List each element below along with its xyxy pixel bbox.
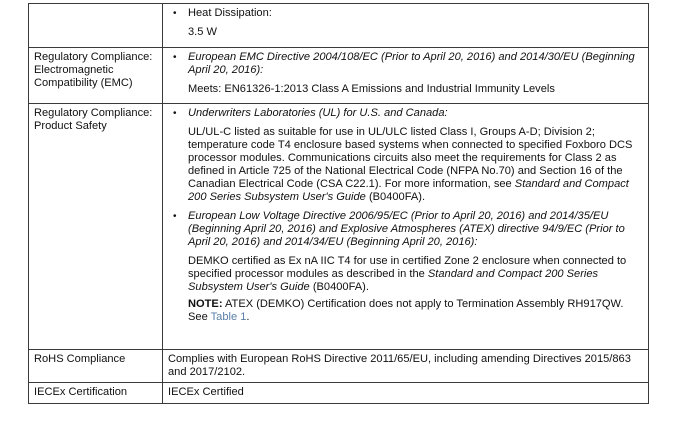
note-tail: . [246, 311, 250, 323]
demko-description [168, 255, 642, 294]
heat-dissipation-value: 3.5 W [188, 26, 217, 38]
bullet-icon: • [173, 108, 177, 119]
bullet-item [168, 7, 642, 20]
demko-guide-code: (B0400FA). [309, 281, 369, 293]
bullet-icon: • [173, 211, 177, 222]
emc-directive-title: European EMC Directive 2004/108/EC (Prior to April 20, 2016) and 2014/30/EU (Beginning April 20, 2016): [188, 51, 635, 76]
ul-guide-reference: Standard and Compact 200 Series Subsystem User's Guide [188, 178, 629, 203]
ul-guide-code: (B0400FA). [365, 191, 426, 203]
bullet-item [168, 107, 642, 120]
table-row [29, 104, 649, 350]
bullet-icon: • [173, 52, 177, 63]
demko-text: DEMKO certified as Ex nA IIC T4 for use in certified Zone 2 enclosure when connected to specified processor modules as described in the [188, 255, 627, 280]
bullet-item [168, 51, 642, 77]
low-voltage-title: European Low Voltage Directive 2006/95/EC (Prior to April 20, 2016) and 2014/35/EU (Beginning April 20, 2016) and Explosive Atmospheres (ATEX) directive 94/9/EC (Prior to April 20, 2016) and 2014/34/EU (Beginning April 20, 2016): [188, 210, 625, 248]
row-label-product-safety: Regulatory Compliance: Product Safety [29, 104, 163, 350]
row-label [29, 4, 163, 48]
ul-description [168, 126, 642, 204]
table-row [29, 350, 649, 383]
row-label-rohs: RoHS Compliance [29, 350, 163, 383]
table-1-link[interactable]: Table 1 [210, 311, 247, 323]
row-value-product-safety [163, 104, 649, 350]
note-text: ATEX (DEMKO) Certification does not apply to Termination Assembly RH917QW. See [188, 298, 624, 323]
ul-title: Underwriters Laboratories (UL) for U.S. and Canada: [188, 107, 448, 119]
ul-text: UL/UL-C listed as suitable for use in UL/ULC listed Class I, Groups A-D; Division 2; temperature code T4 enclosure based systems when connected to specified Foxboro DCS processor modules. Communications circuits also meet the requirements for Class 2 as defined in Article 725 of the National Electrical Code (NFPA No.70) and Section 16 of the Canadian Electrical Code (CSA C22.1). For more information, see [188, 126, 633, 190]
bullet-icon: • [173, 8, 177, 19]
note-label: NOTE: [188, 298, 223, 310]
bullet-item [168, 210, 642, 249]
demko-guide-reference: Standard and Compact 200 Series Subsystem User's Guide [188, 268, 599, 293]
note [168, 298, 642, 324]
row-label-emc: Regulatory Compliance: Electromagnetic Compatibility (EMC) [29, 48, 163, 104]
heat-dissipation-title: Heat Dissipation: [188, 7, 272, 19]
table-row [29, 48, 649, 104]
emc-directive-value: Meets: EN61326-1:2013 Class A Emissions and Industrial Immunity Levels [188, 83, 555, 95]
table-row [29, 383, 649, 404]
table-row [29, 4, 649, 48]
row-value-iecex: IECEx Certified [163, 383, 649, 404]
row-value-rohs: Complies with European RoHS Directive 2011/65/EU, including amending Directives 2015/863 and 2017/2102. [163, 350, 649, 383]
spec-table [28, 3, 649, 404]
row-label-iecex: IECEx Certification [29, 383, 163, 404]
row-value-emc [163, 48, 649, 104]
row-value-heat-dissipation [163, 4, 649, 48]
